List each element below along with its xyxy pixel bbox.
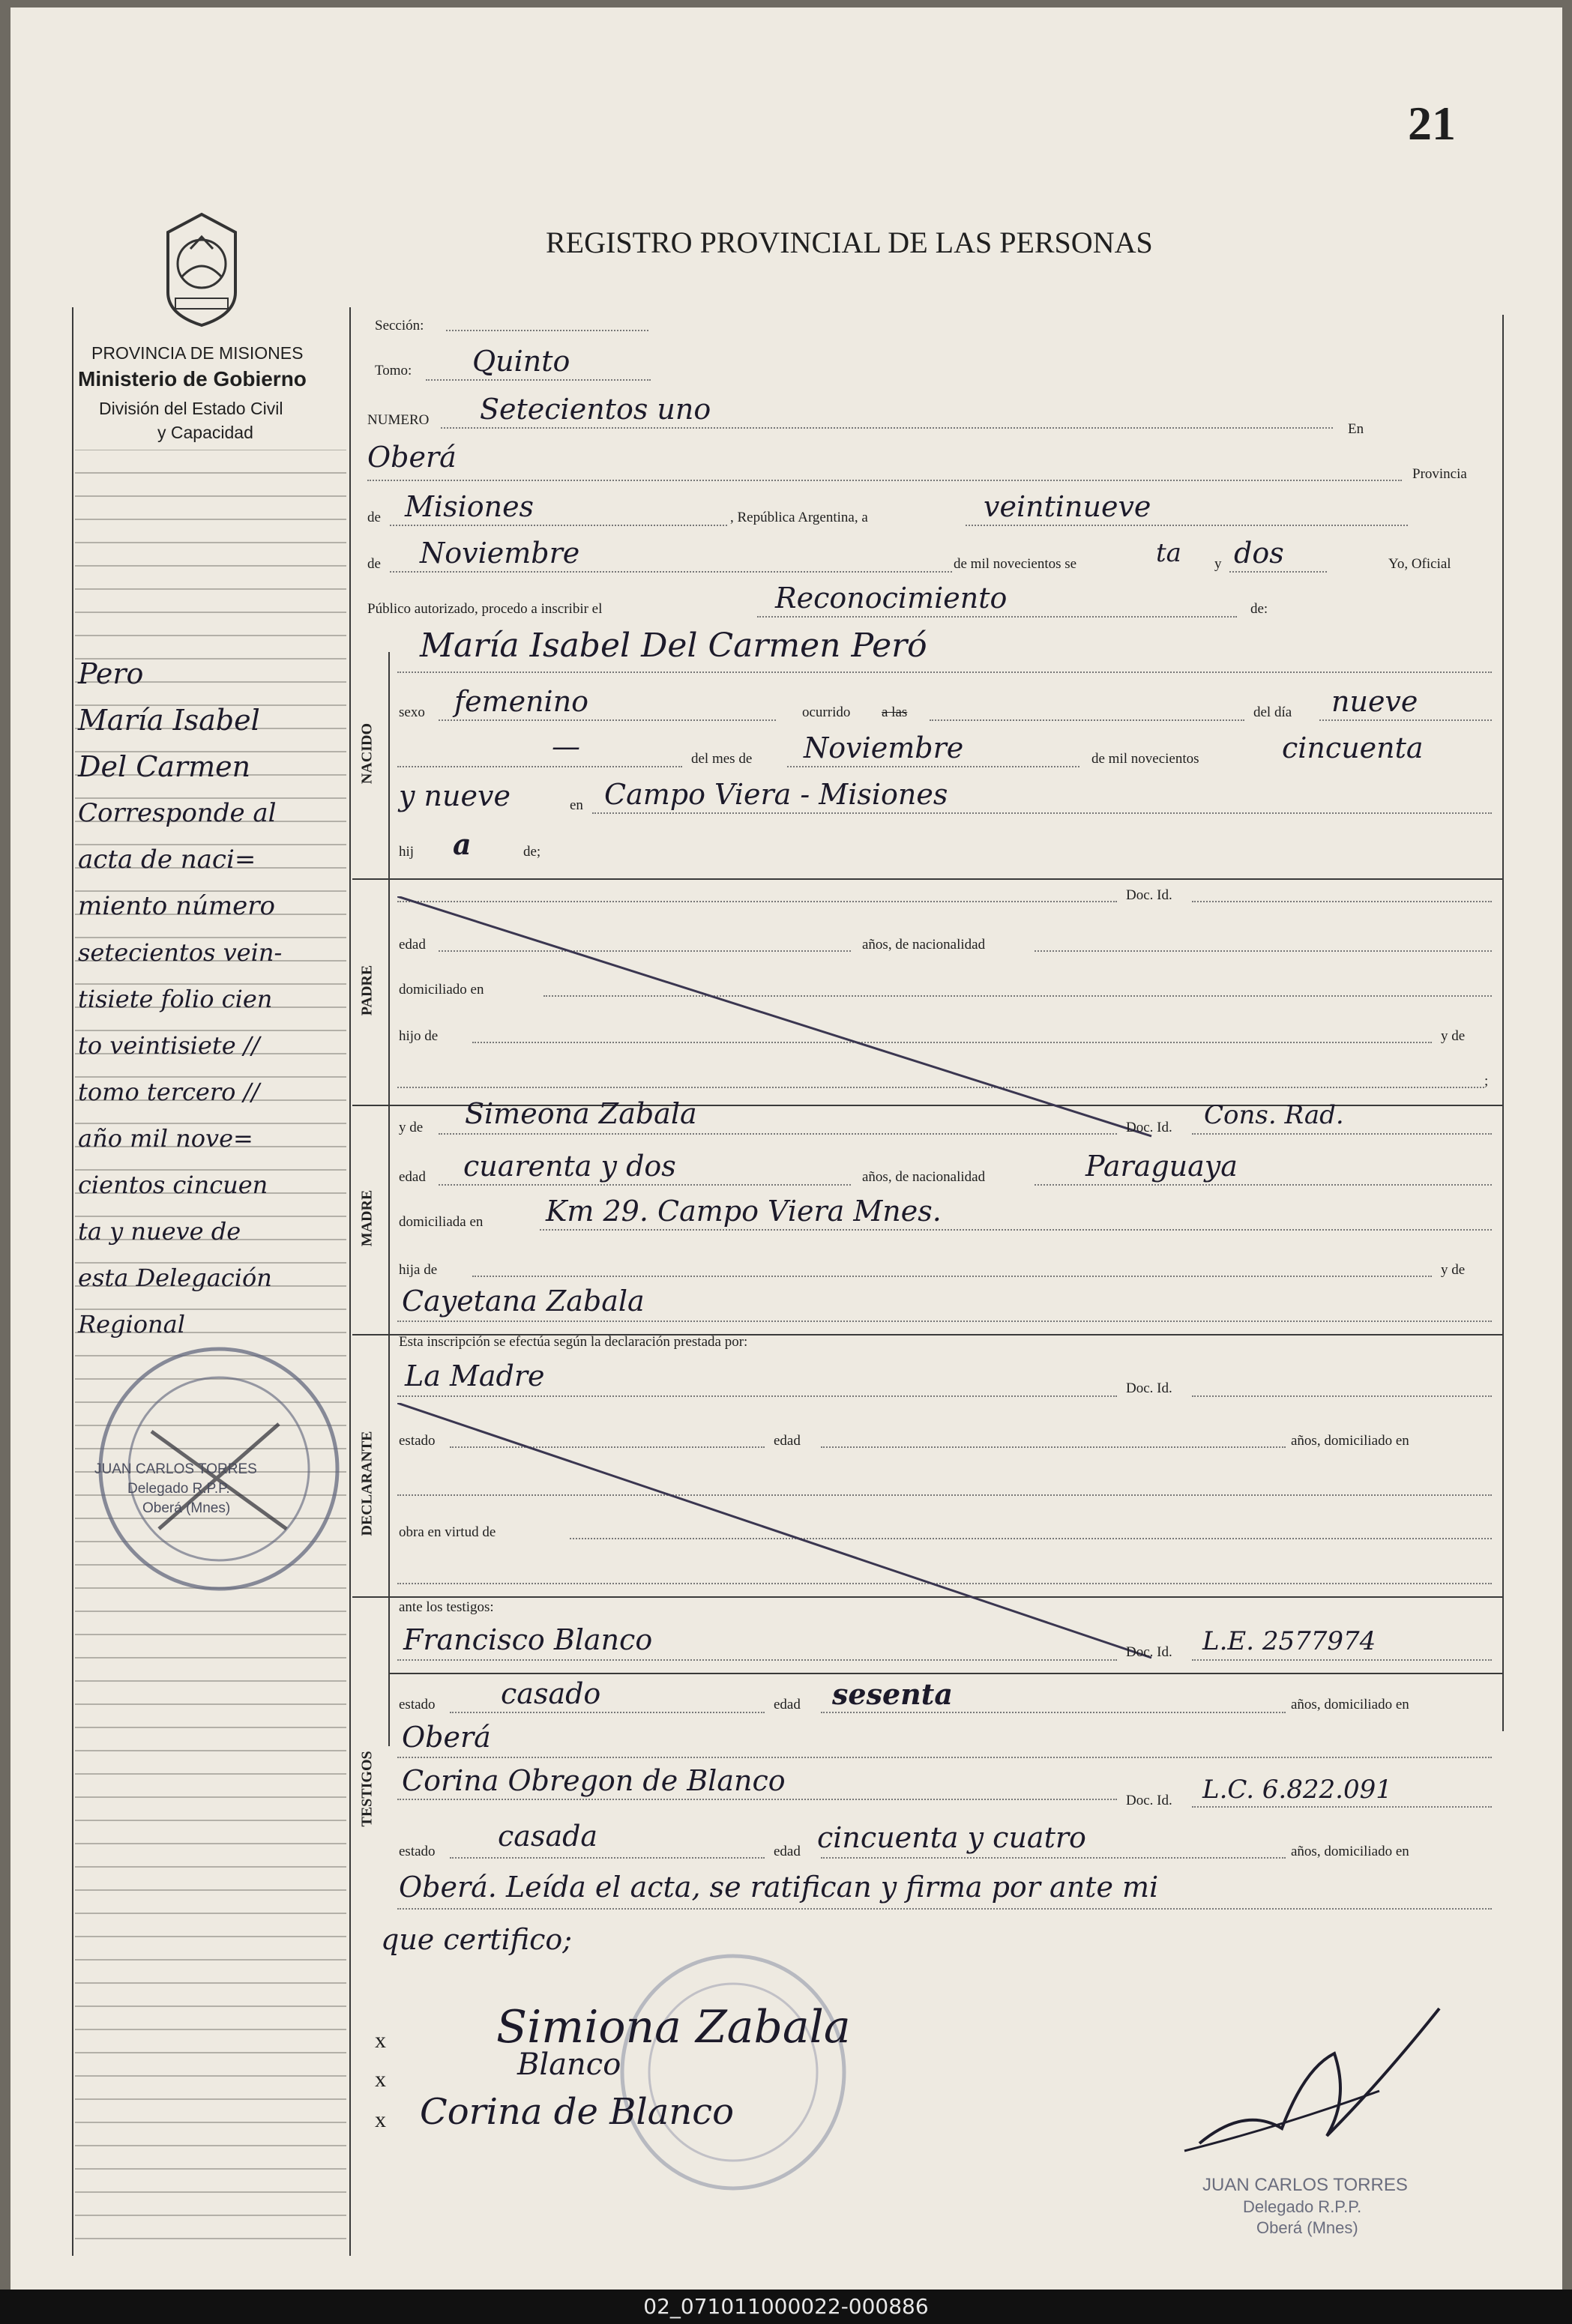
decl-anos-label: años, domiciliado en bbox=[1291, 1433, 1409, 1449]
seccion-line bbox=[446, 330, 648, 331]
testigo1-doc-value: L.E. 2577974 bbox=[1202, 1626, 1376, 1656]
abuela-value: Cayetana Zabala bbox=[402, 1285, 645, 1318]
testigo1-estado-line bbox=[450, 1712, 765, 1713]
cierre-line-2: que certifico; bbox=[381, 1923, 573, 1956]
de-semi-label: de; bbox=[523, 844, 541, 860]
tomo-value: Quinto bbox=[472, 345, 570, 378]
margin-line: tomo tercero // bbox=[78, 1078, 260, 1106]
tomo-label: Tomo: bbox=[375, 363, 412, 378]
nombre-line bbox=[397, 671, 1492, 673]
padre-hijo-label: hijo de bbox=[399, 1028, 439, 1044]
stamp-role-left: Delegado R.P.P. bbox=[127, 1481, 230, 1497]
margin-line: Pero bbox=[78, 657, 144, 690]
margin-line: cientos cincuen bbox=[78, 1171, 268, 1199]
padre-dom-label: domiciliado en bbox=[399, 982, 484, 997]
section-madre: MADRE bbox=[358, 1189, 376, 1247]
hora2-line bbox=[397, 766, 682, 767]
org-line-1: PROVINCIA DE MISIONES bbox=[91, 343, 304, 363]
stamp-name-right: JUAN CARLOS TORRES bbox=[1202, 2175, 1408, 2195]
org-line-2: Ministerio de Gobierno bbox=[78, 367, 307, 390]
madre-dom-label: domiciliada en bbox=[399, 1214, 484, 1230]
main-border-right bbox=[1502, 315, 1504, 1731]
testigo2-line bbox=[397, 1799, 1117, 1800]
mes-nac-line bbox=[787, 766, 1079, 767]
madre-nac-line bbox=[1035, 1184, 1492, 1186]
de-colon-label: de: bbox=[1250, 601, 1268, 617]
madre-y-de2-label: y de bbox=[1441, 1262, 1466, 1278]
y-label: y bbox=[1214, 556, 1222, 572]
margin-note bbox=[78, 651, 348, 1347]
firma-madre: Simiona Zabala bbox=[496, 2001, 851, 2053]
nombre-value: María Isabel Del Carmen Peró bbox=[420, 627, 927, 665]
sexo-value: femenino bbox=[454, 685, 589, 718]
testigo1-edad-line bbox=[821, 1712, 1286, 1713]
stamp-role-right: Delegado R.P.P. bbox=[1243, 2197, 1362, 2216]
cierre-line-1: Oberá. Leída el acta, se ratifican y firma por ante mi bbox=[399, 1871, 1159, 1904]
madre-doc-line bbox=[1192, 1133, 1492, 1135]
mes-value: Noviembre bbox=[420, 537, 580, 570]
stamp-place-left: Oberá (Mnes) bbox=[142, 1500, 231, 1516]
testigo2-estado-value: casada bbox=[498, 1820, 598, 1853]
guion-value: — bbox=[552, 730, 580, 763]
numero-line bbox=[441, 427, 1333, 429]
en-lc-label: en bbox=[570, 797, 583, 813]
ano-nac-value: cincuenta bbox=[1282, 731, 1424, 764]
madre-doc-label: Doc. Id. bbox=[1126, 1120, 1172, 1135]
official-signature bbox=[1154, 1979, 1469, 2173]
left-column-border-left bbox=[72, 307, 73, 2256]
stamp-name-left: JUAN CARLOS TORRES bbox=[94, 1461, 257, 1477]
margin-line: setecientos vein- bbox=[78, 938, 283, 967]
signature-x-2: x bbox=[375, 2067, 386, 2092]
sexo-line bbox=[439, 719, 776, 721]
madre-nombre-value: Simeona Zabala bbox=[465, 1097, 697, 1130]
document-title: REGISTRO PROVINCIAL DE LAS PERSONAS bbox=[546, 226, 1153, 259]
testigo1-value: Francisco Blanco bbox=[403, 1623, 653, 1656]
registry-stamp-right bbox=[613, 1949, 853, 2196]
de-mil-nov-label: de mil novecientos bbox=[1091, 751, 1199, 767]
provincia-line bbox=[390, 525, 727, 526]
ano-line bbox=[1229, 571, 1327, 573]
madre-y-de-label: y de bbox=[399, 1120, 424, 1135]
margin-line: Corresponde al bbox=[78, 798, 277, 828]
margin-line: Del Carmen bbox=[78, 750, 251, 783]
seccion-label: Sección: bbox=[375, 318, 424, 333]
hora-line bbox=[930, 719, 1244, 721]
madre-doc-value: Cons. Rad. bbox=[1204, 1100, 1344, 1130]
tomo-line bbox=[426, 379, 651, 381]
madre-anos-label: años, de nacionalidad bbox=[862, 1169, 986, 1185]
en-label: En bbox=[1348, 421, 1364, 437]
padre-y-de-label: y de bbox=[1441, 1028, 1466, 1044]
padre-edad-label: edad bbox=[399, 937, 426, 953]
dia-line bbox=[966, 525, 1408, 526]
madre-name-line bbox=[439, 1133, 1117, 1135]
stamp-place-right: Oberá (Mnes) bbox=[1256, 2218, 1358, 2237]
ano-ta-value: ta bbox=[1156, 538, 1181, 568]
testigo1-line bbox=[397, 1659, 1117, 1661]
madre-hija-line bbox=[472, 1276, 1432, 1277]
provincia-value: Misiones bbox=[405, 490, 534, 523]
lugar-nac-value: Campo Viera - Misiones bbox=[604, 778, 948, 811]
left-column-border-right bbox=[349, 307, 351, 2256]
margin-line: ta y nueve de bbox=[78, 1217, 241, 1246]
section-padre: PADRE bbox=[358, 965, 376, 1016]
lugar-value: Oberá bbox=[367, 441, 457, 474]
margin-line: Regional bbox=[78, 1310, 185, 1338]
testigo2-doc-label: Doc. Id. bbox=[1126, 1793, 1172, 1808]
declarante-value: La Madre bbox=[405, 1359, 545, 1392]
acto-line bbox=[757, 616, 1237, 618]
declarante-doc-label: Doc. Id. bbox=[1126, 1380, 1172, 1396]
del-mes-label: del mes de bbox=[691, 751, 753, 767]
ante-testigos-label: ante los testigos: bbox=[399, 1599, 494, 1615]
org-line-3: División del Estado Civil bbox=[99, 399, 283, 418]
margin-line: esta Delegación bbox=[78, 1264, 272, 1292]
testigo1-anos-label: años, domiciliado en bbox=[1291, 1697, 1409, 1712]
image-caption: 02_071011000022-000886 bbox=[0, 2290, 1572, 2324]
testigos-top-rule bbox=[388, 1673, 1502, 1674]
hij-value: a bbox=[453, 827, 472, 861]
acto-value: Reconocimiento bbox=[775, 582, 1008, 615]
mil-nov-label: de mil novecientos se bbox=[954, 556, 1077, 572]
section-column-divider bbox=[388, 652, 390, 1746]
org-line-4: y Capacidad bbox=[157, 423, 253, 442]
testigo2-estado-label: estado bbox=[399, 1844, 436, 1859]
margin-line: año mil nove= bbox=[78, 1124, 253, 1153]
numero-label: NUMERO bbox=[367, 412, 430, 428]
testigo1-doc-line bbox=[1192, 1659, 1492, 1661]
testigo2-edad-label: edad bbox=[774, 1844, 801, 1859]
del-dia-label: del día bbox=[1253, 704, 1292, 720]
yo-oficial-label: Yo, Oficial bbox=[1388, 556, 1451, 572]
testigo1-edad-value: sesenta bbox=[832, 1677, 953, 1711]
firma-testigo-1: Blanco bbox=[517, 2047, 621, 2082]
section-testigos: TESTIGOS bbox=[358, 1751, 376, 1827]
madre-nac-value: Paraguaya bbox=[1085, 1150, 1238, 1183]
margin-line: miento número bbox=[78, 891, 275, 921]
testigo1-estado-value: casado bbox=[501, 1677, 601, 1710]
testigo2-edad-value: cincuenta y cuatro bbox=[817, 1821, 1086, 1854]
mes-line bbox=[390, 571, 952, 573]
madre-dom-value: Km 29. Campo Viera Mnes. bbox=[546, 1195, 942, 1228]
ocurrido-label: ocurrido bbox=[802, 704, 851, 720]
hij-label: hij bbox=[399, 844, 415, 860]
numero-value: Setecientos uno bbox=[480, 393, 711, 426]
page-number: 21 bbox=[1408, 97, 1456, 150]
testigo1-doc-label: Doc. Id. bbox=[1126, 1644, 1172, 1660]
de-mes-label: de bbox=[367, 556, 381, 572]
publico-label: Público autorizado, procedo a inscribir el bbox=[367, 601, 603, 617]
dia-value: veintinueve bbox=[984, 490, 1151, 523]
padre-semicolon: ; bbox=[1484, 1073, 1489, 1089]
signature-x-3: x bbox=[375, 2107, 386, 2132]
testigo1-edad-label: edad bbox=[774, 1697, 801, 1712]
section-nacido: NACIDO bbox=[358, 722, 376, 785]
republica-label: , República Argentina, a bbox=[730, 510, 868, 525]
testigo2-doc-value: L.C. 6.822.091 bbox=[1202, 1775, 1392, 1805]
abuela-line bbox=[397, 1321, 1492, 1322]
margin-line: acta de naci= bbox=[78, 845, 256, 875]
decl-edad-label: edad bbox=[774, 1433, 801, 1449]
provincial-seal-icon bbox=[160, 210, 243, 330]
padre-doc-line bbox=[1192, 901, 1492, 902]
dia-nac-value: nueve bbox=[1331, 685, 1418, 718]
madre-dom-line bbox=[540, 1229, 1492, 1231]
firma-testigo-2: Corina de Blanco bbox=[420, 2091, 735, 2133]
testigo1-dom-line bbox=[397, 1757, 1492, 1758]
padre-anos-label: años, de nacionalidad bbox=[862, 937, 986, 953]
declarante-doc-line bbox=[1192, 1395, 1492, 1397]
margin-line: tisiete folio cien bbox=[78, 985, 273, 1013]
esta-inscripcion-label: Esta inscripción se efectúa según la declaración prestada por: bbox=[399, 1334, 748, 1350]
testigo2-doc-line bbox=[1192, 1806, 1492, 1808]
margin-line: to veintisiete // bbox=[78, 1031, 260, 1060]
mes-nac-value: Noviembre bbox=[804, 731, 964, 764]
lugar-nac-line bbox=[592, 812, 1492, 814]
sexo-label: sexo bbox=[399, 704, 425, 720]
declarante-line bbox=[397, 1395, 1117, 1397]
testigo2-anos-label: años, domiciliado en bbox=[1291, 1844, 1409, 1859]
madre-edad-value: cuarenta y dos bbox=[463, 1150, 676, 1183]
madre-edad-label: edad bbox=[399, 1169, 426, 1185]
madre-hija-label: hija de bbox=[399, 1262, 438, 1278]
ano-nac2-value: y nueve bbox=[399, 779, 511, 812]
margin-line: María Isabel bbox=[78, 704, 260, 737]
obra-virtud-label: obra en virtud de bbox=[399, 1524, 496, 1540]
a-las-label: a las bbox=[882, 704, 908, 720]
lugar-line bbox=[367, 480, 1402, 481]
testigo2-value: Corina Obregon de Blanco bbox=[402, 1764, 786, 1797]
declarante-cancel-stroke bbox=[397, 1403, 1154, 1661]
testigo2-edad-line bbox=[821, 1857, 1286, 1859]
testigo1-dom-value: Oberá bbox=[402, 1721, 491, 1754]
dia-nac-line bbox=[1319, 719, 1492, 721]
nacido-bottom-rule bbox=[352, 878, 1502, 880]
decl-estado-label: estado bbox=[399, 1433, 436, 1449]
testigo1-estado-label: estado bbox=[399, 1697, 436, 1712]
ano-value: dos bbox=[1234, 537, 1284, 570]
provincia-label: Provincia bbox=[1412, 466, 1467, 482]
de-label: de bbox=[367, 510, 381, 525]
cierre-line bbox=[397, 1908, 1492, 1910]
section-declarante: DECLARANTE bbox=[358, 1431, 376, 1536]
signature-x-1: x bbox=[375, 2028, 386, 2053]
padre-doc-label: Doc. Id. bbox=[1126, 887, 1172, 903]
madre-edad-line bbox=[439, 1184, 851, 1186]
testigo2-estado-line bbox=[450, 1857, 765, 1859]
